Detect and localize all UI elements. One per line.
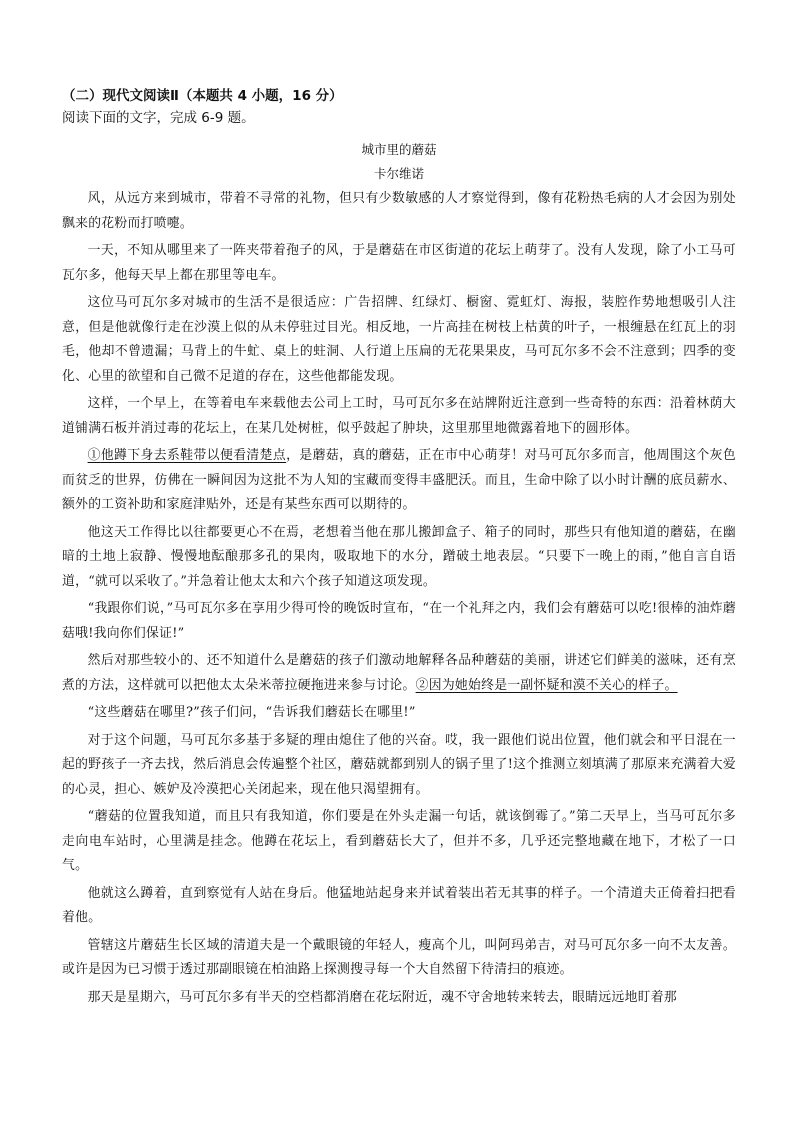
story-title: 城市里的蘑菇 bbox=[361, 142, 437, 157]
story-body bbox=[62, 187, 736, 1010]
paragraph-7: “我跟你们说，”马可瓦尔多在享用少得可怜的晚饭时宣布，“在一个礼拜之内，我们会有蘑菇可以吃!很棒的油炸蘑菇哦!我向你们保证!” bbox=[62, 601, 736, 641]
paragraph-10: 对于这个问题，马可瓦尔多基于多疑的理由熄住了他的兴奋。哎，我一跟他们说出位置，他们就会和平日混在一起的野孩子一齐去找，然后消息会传遍整个社区，蘑菇就都到别人的锅子里了!这个推测立刻填满了那原来充满着大爱的心灵，担心、嫉妒及冷漠把心关闭起来，现在他只渴望拥有。 bbox=[62, 732, 736, 797]
paragraph-3: 这位马可瓦尔多对城市的生活不是很适应：广告招牌、红绿灯、橱窗、霓虹灯、海报，装腔作势地想吸引人注意，但是他就像行走在沙漠上似的从未停驻过目光。相反地，一片高挂在树枝上枯黄的叶子，一根缠悬在红瓦上的羽毛，他却不曾遗漏；马背上的牛虻、桌上的蛀洞、人行道上压扁的无花果果皮，马可瓦尔多不会不注意到；四季的变化、心里的欲望和自己微不足道的存在，这些他都能发现。 bbox=[62, 295, 736, 384]
underlined-sentence-1: ①他蹲下身去系鞋带以便看清楚点 bbox=[87, 448, 287, 463]
paragraph-11: “蘑菇的位置我知道，而且只有我知道，你们要是在外头走漏一句话，就该倒霉了。”第二天早上，当马可瓦尔多走向电车站时，心里满是挂念。他蹲在花坛上，看到蘑菇长大了，但并不多，几乎还完整地藏在地下，才松了一口气。 bbox=[62, 809, 736, 873]
marker-1: ① bbox=[87, 448, 101, 463]
paragraph-5 bbox=[62, 444, 736, 518]
paragraph-9: “这些蘑菇在哪里?”孩子们问，“告诉我们蘑菇长在哪里!” bbox=[87, 705, 416, 720]
paragraph-13: 管辖这片蘑菇生长区域的清道夫是一个戴眼镜的年轻人，瘦高个儿，叫阿玛弟吉，对马可瓦尔多一向不太友善。或许是因为已习惯于透过那副眼镜在柏油路上探测搜寻每一个大自然留下待清扫的痕迹。 bbox=[62, 937, 736, 977]
paragraph-12: 他就这么蹲着，直到察觉有人站在身后。他猛地站起身来并试着装出若无其事的样子。一个清道夫正倚着扫把看着他。 bbox=[62, 885, 736, 925]
marker-2: ② bbox=[415, 677, 429, 693]
reading-instruction: 阅读下面的文字，完成 6-9 题。 bbox=[62, 110, 255, 126]
paragraph-14: 那天是星期六，马可瓦尔多有半天的空档都消磨在花坛附近，魂不守舍地转来转去，眼睛远远地盯着那 bbox=[87, 989, 677, 1005]
story-author: 卡尔维诺 bbox=[373, 166, 424, 181]
document-page bbox=[62, 86, 736, 1010]
underlined-sentence-2: ②因为她始终是一副怀疑和漠不关心的样子。 bbox=[415, 677, 678, 693]
section-heading: （二）现代文阅读Ⅱ（本题共 4 小题，16 分） bbox=[62, 88, 343, 104]
paragraph-1: 风，从远方来到城市，带着不寻常的礼物，但只有少数敏感的人才察觉得到，像有花粉热毛病的人才会因为别处飘来的花粉而打喷嚏。 bbox=[62, 191, 736, 231]
paragraph-6: 他这天工作得比以往都要更心不在焉，老想着当他在那儿搬卸盒子、箱子的同时，那些只有他知道的蘑菇，在幽暗的土地上寂静、慢慢地酝酿那多孔的果肉，吸取地下的水分，蹭破土地表层。“只要下一晚上的雨，”他自言自语道，“就可以采收了。”并急着让他太太和六个孩子知道这项发现。 bbox=[62, 524, 736, 589]
paragraph-4: 这样，一个早上，在等着电车来载他去公司上工时，马可瓦尔多在站牌附近注意到一些奇特的东西：沿着林荫大道铺满石板并消过毒的花坛上，在某几处树桩，似乎鼓起了肿块，这里那里地微露着地下的圆形体。 bbox=[62, 396, 736, 436]
paragraph-5-rest: ，是蘑菇，真的蘑菇，正在市中心萌芽！对马可瓦尔多而言，他周围这个灰色而贫乏的世界，仿佛在一瞬间因为这批不为人知的宝藏而变得丰盛肥沃。而且，生命中除了以小时计酬的底员薪水、额外的工资补助和家庭津贴外，还是有某些东西可以期待的。 bbox=[62, 448, 736, 512]
paragraph-8 bbox=[62, 649, 736, 698]
paragraph-8-text: 然后对那些较小的、还不知道什么是蘑菇的孩子们激动地解释各品种蘑菇的美丽，讲述它们鲜美的滋味，还有烹煮的方法，这样就可以把他太太朵米蒂拉硬拖进来参与讨论。 bbox=[62, 653, 736, 693]
paragraph-2: 一天，不知从哪里来了一阵夹带着孢子的风，于是蘑菇在市区街道的花坛上萌芽了。没有人发现，除了小工马可瓦尔多，他每天早上都在那里等电车。 bbox=[62, 243, 736, 283]
